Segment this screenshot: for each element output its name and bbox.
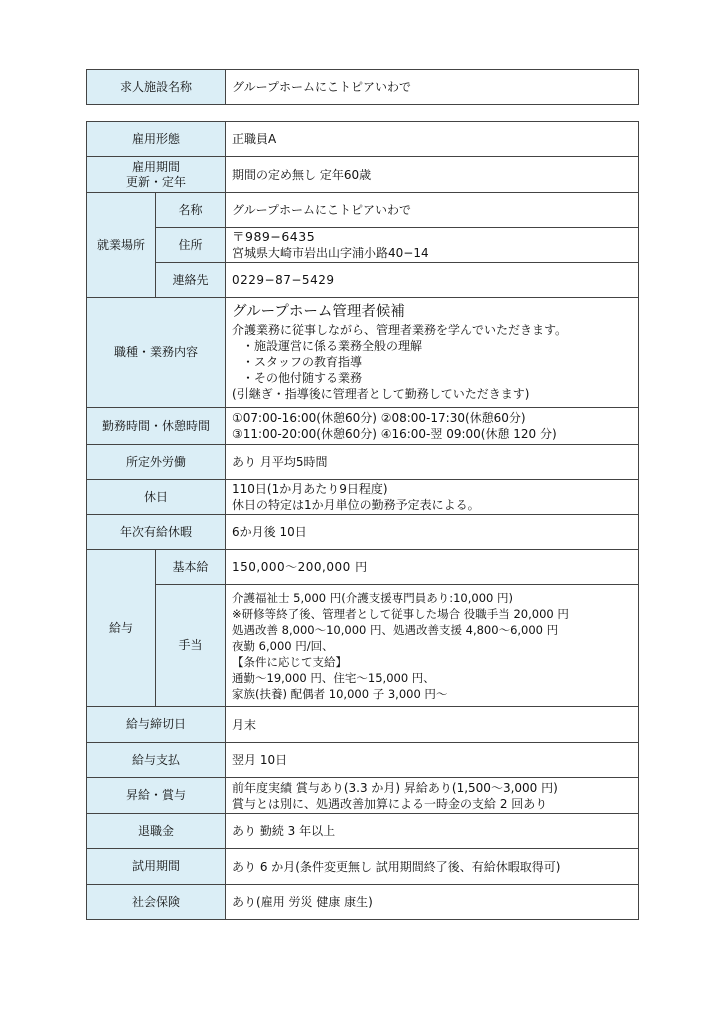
employment-type-value: 正職員A (226, 122, 639, 157)
trial-label: 試用期間 (87, 849, 226, 885)
insurance-row (87, 885, 639, 920)
salary-base-row (87, 550, 639, 585)
salary-allowance-value (226, 585, 639, 707)
hours-value (226, 408, 639, 445)
salary-base-value: 150,000〜200,000 円 (226, 550, 639, 585)
job-label: 職種・業務内容 (87, 298, 226, 408)
raise-row (87, 778, 639, 814)
cutoff-row (87, 707, 639, 743)
job-row (87, 298, 639, 408)
cutoff-label: 給与締切日 (87, 707, 226, 743)
salary-allowance-row (87, 585, 639, 707)
period-label (87, 157, 226, 193)
payday-value: 翌月 10日 (226, 743, 639, 778)
paid-leave-value: 6か月後 10日 (226, 515, 639, 550)
address-line: 宮城県大崎市岩出山字浦小路40−14 (232, 246, 429, 260)
job-line: ・スタッフの教育指導 (242, 355, 363, 369)
hours-line: ①07:00-16:00(休憩60分) ②08:00-17:30(休憩60分) (232, 411, 526, 425)
insurance-label: 社会保険 (87, 885, 226, 920)
holidays-row (87, 480, 639, 515)
job-title: グループホーム管理者候補 (232, 304, 405, 320)
workplace-name-value: グループホームにこトピアいわで (226, 193, 639, 228)
employment-type-row (87, 122, 639, 157)
job-line: ・その他付随する業務 (242, 371, 363, 385)
raise-line: 賞与とは別に、処遇改善加算による一時金の支給 2 回あり (232, 796, 548, 811)
facility-row (87, 70, 639, 105)
salary-label: 給与 (87, 550, 156, 707)
job-value (226, 298, 639, 408)
paid-leave-label: 年次有給休暇 (87, 515, 226, 550)
payday-label: 給与支払 (87, 743, 226, 778)
workplace-address-label: 住所 (156, 228, 226, 263)
retirement-value: あり 勤続 3 年以上 (226, 814, 639, 849)
workplace-address-value (226, 228, 639, 263)
workplace-address-row (87, 228, 639, 263)
workplace-contact-label: 連絡先 (156, 263, 226, 298)
allowance-line: 処遇改善 8,000〜10,000 円、処遇改善支援 4,800〜6,000 円 (232, 622, 559, 637)
holidays-line: 休日の特定は1か月単位の勤務予定表による。 (232, 498, 480, 512)
holidays-line: 110日(1か月あたり9日程度) (232, 482, 388, 496)
salary-allowance-label: 手当 (156, 585, 226, 707)
overtime-row (87, 445, 639, 480)
postal-code: 〒989−6435 (232, 229, 316, 244)
raise-line: 前年度実績 賞与あり(3.3 か月) 昇給あり(1,500〜3,000 円) (232, 780, 558, 795)
allowance-line: 【条件に応じて支給】 (232, 654, 348, 669)
cutoff-value: 月末 (226, 707, 639, 743)
workplace-name-row (87, 193, 639, 228)
retirement-row (87, 814, 639, 849)
employment-type-label: 雇用形態 (87, 122, 226, 157)
allowance-line: 夜勤 6,000 円/回、 (232, 638, 334, 653)
hours-line: ③11:00-20:00(休憩60分) ④16:00-翌 09:00(休憩 120 分) (232, 427, 557, 441)
overtime-value: あり 月平均5時間 (226, 445, 639, 480)
insurance-value: あり(雇用 労災 健康 康生) (226, 885, 639, 920)
retirement-label: 退職金 (87, 814, 226, 849)
salary-base-label: 基本給 (156, 550, 226, 585)
allowance-line: 介護福祉士 5,000 円(介護支援専門員あり:10,000 円) (232, 590, 513, 605)
period-label-line: 更新・定年 (126, 174, 187, 189)
facility-table (86, 69, 639, 105)
payday-row (87, 743, 639, 778)
job-line: ・施設運営に係る業務全般の理解 (242, 339, 423, 353)
period-row (87, 157, 639, 193)
allowance-line: 通勤〜19,000 円、住宅〜15,000 円、 (232, 670, 435, 685)
hours-row (87, 408, 639, 445)
job-details-table (86, 121, 639, 920)
job-line: (引継ぎ・指導後に管理者として勤務していただきます) (232, 387, 530, 401)
period-value: 期間の定め無し 定年60歳 (226, 157, 639, 193)
hours-label: 勤務時間・休憩時間 (87, 408, 226, 445)
overtime-label: 所定外労働 (87, 445, 226, 480)
raise-value (226, 778, 639, 814)
trial-value: あり 6 か月(条件変更無し 試用期間終了後、有給休暇取得可) (226, 849, 639, 885)
workplace-contact-row (87, 263, 639, 298)
allowance-line: ※研修等終了後、管理者として従事した場合 役職手当 20,000 円 (232, 606, 569, 621)
facility-value: グループホームにこトピアいわで (226, 70, 639, 105)
raise-label: 昇給・賞与 (87, 778, 226, 814)
holidays-value (226, 480, 639, 515)
period-label-line: 雇用期間 (132, 159, 181, 174)
paid-leave-row (87, 515, 639, 550)
job-line: 介護業務に従事しながら、管理者業務を学んでいただきます。 (232, 323, 568, 337)
trial-row (87, 849, 639, 885)
allowance-line: 家族(扶養) 配偶者 10,000 子 3,000 円〜 (232, 686, 448, 701)
workplace-name-label: 名称 (156, 193, 226, 228)
workplace-contact-value: 0229−87−5429 (226, 263, 639, 298)
holidays-label: 休日 (87, 480, 226, 515)
workplace-label: 就業場所 (87, 193, 156, 298)
facility-label: 求人施設名称 (87, 70, 226, 105)
